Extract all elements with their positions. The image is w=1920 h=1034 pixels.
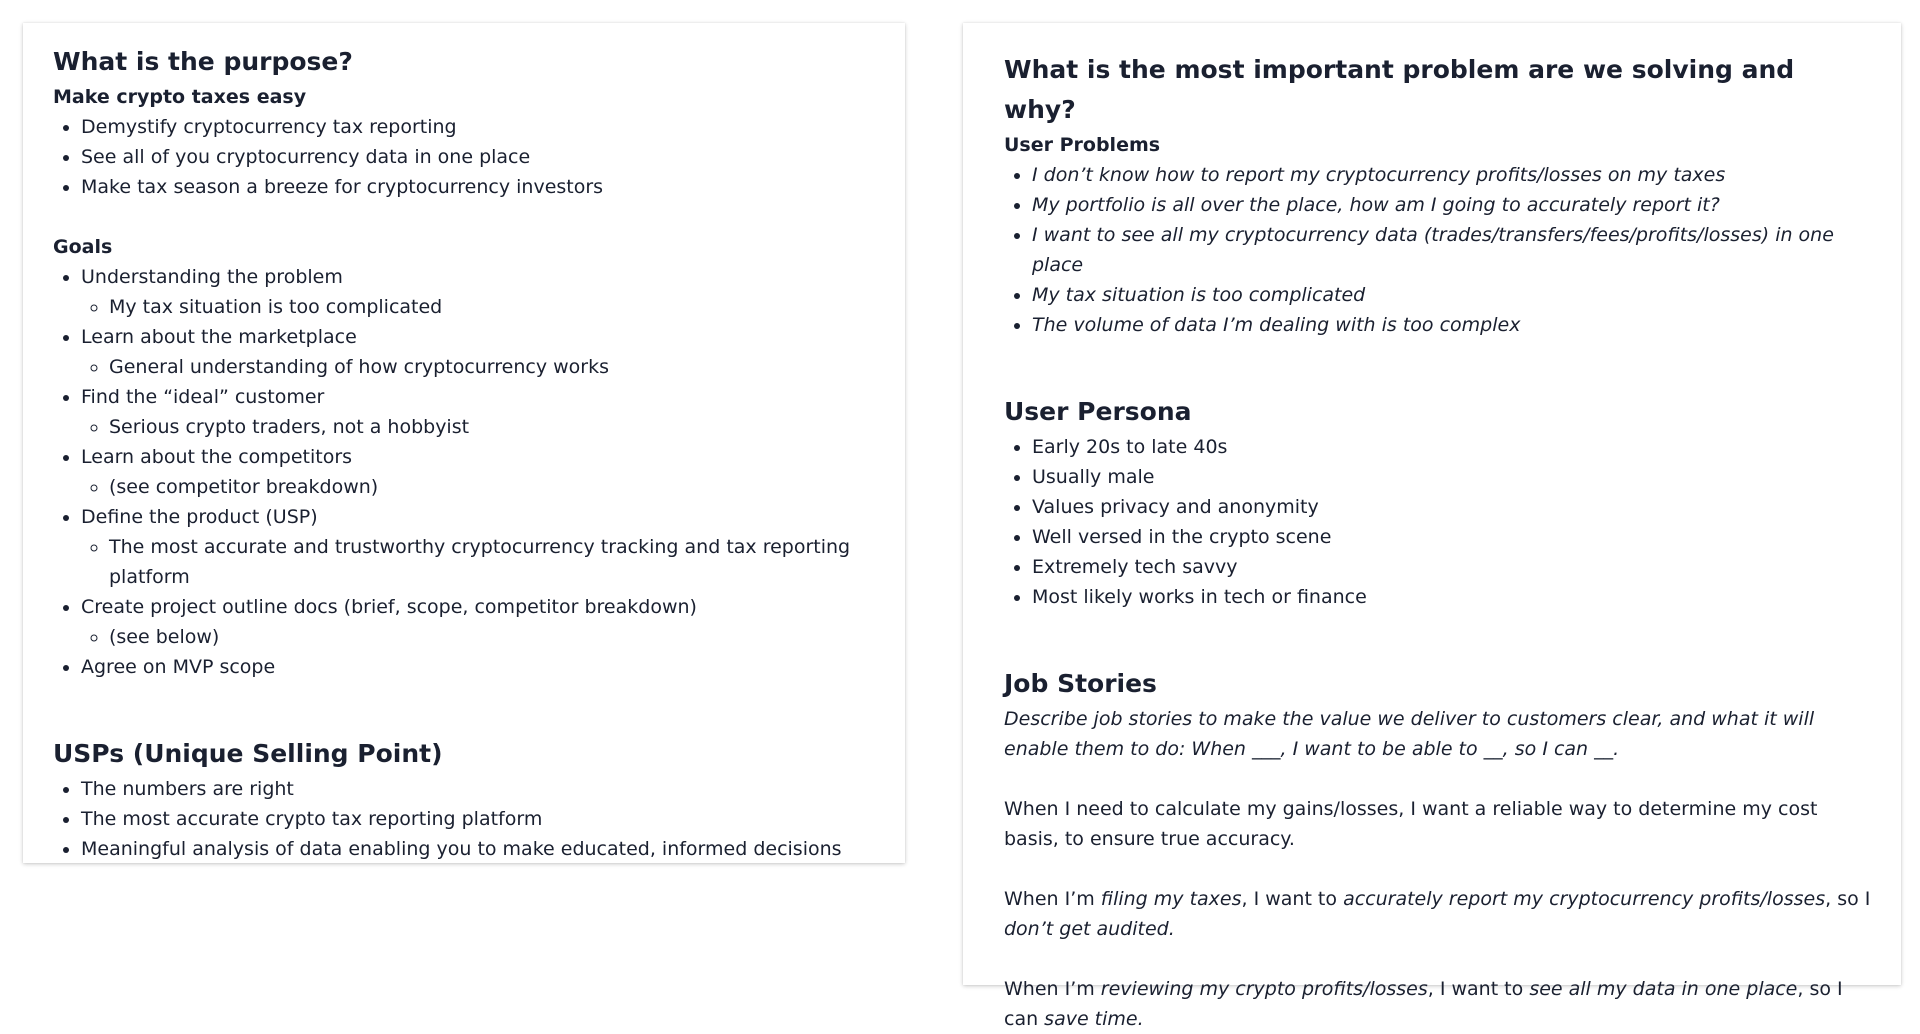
purpose-list (53, 112, 875, 202)
goal-item (81, 592, 875, 652)
list-item: • The numbers are right (81, 774, 875, 804)
purpose-subtitle: Make crypto taxes easy (53, 86, 307, 108)
goals-list (53, 262, 875, 682)
goal-item (81, 652, 875, 682)
goal-item (81, 382, 875, 442)
goal-label: Find the “ideal” customer (81, 386, 325, 408)
list-item: • Most likely works in tech or finance (1032, 582, 1871, 612)
goal-item (81, 322, 875, 382)
usps-heading: USPs (Unique Selling Point) (53, 739, 443, 768)
purpose-card (23, 23, 905, 863)
list-item: • Usually male (1032, 462, 1871, 492)
list-item: • Values privacy and anonymity (1032, 492, 1871, 522)
goal-subitem: ◦ (see competitor breakdown) (109, 472, 875, 502)
goal-label: Create project outline docs (brief, scope, competitor breakdown) (81, 596, 697, 618)
goal-label: Agree on MVP scope (81, 656, 276, 678)
list-item: • Demystify cryptocurrency tax reporting (81, 112, 875, 142)
job-story-1: When I need to calculate my gains/losses, I want a reliable way to determine my cost basis, to ensure true accuracy. (1004, 798, 1818, 850)
job-stories-intro: Describe job stories to make the value we deliver to customers clear, and what it will enable them to do: When ___, I want to be able to __, so I can __. (1004, 708, 1815, 760)
problem-heading: What is the most important problem are we solving and why? (1004, 55, 1795, 124)
purpose-heading: What is the purpose? (53, 47, 353, 76)
job-stories-heading: Job Stories (1004, 669, 1157, 698)
list-item: • My tax situation is too complicated (1032, 280, 1871, 310)
list-item: • Meaningful analysis of data enabling you to make educated, informed decisions (81, 834, 875, 864)
goals-heading: Goals (53, 236, 113, 258)
goal-item (81, 262, 875, 322)
job-story-2: When I’m filing my taxes, I want to accurately report my cryptocurrency profits/losses, so I don’t get audited. (1004, 888, 1871, 940)
user-problems-heading: User Problems (1004, 134, 1161, 156)
list-item: • Make tax season a breeze for cryptocurrency investors (81, 172, 875, 202)
goal-label: Define the product (USP) (81, 506, 318, 528)
goal-subitem: ◦ The most accurate and trustworthy cryptocurrency tracking and tax reporting platform (109, 532, 875, 592)
goal-subitem: ◦ General understanding of how cryptocurrency works (109, 352, 875, 382)
goal-subitem: ◦ (see below) (109, 622, 875, 652)
goal-label: Understanding the problem (81, 266, 343, 288)
list-item: • I want to see all my cryptocurrency data (trades/transfers/fees/profits/losses) in one place (1032, 220, 1871, 280)
problem-card (963, 23, 1901, 1030)
user-problems-list (1004, 160, 1871, 340)
list-item: • The most accurate crypto tax reporting platform (81, 804, 875, 834)
goal-label: Learn about the marketplace (81, 326, 357, 348)
usps-list (53, 774, 875, 864)
list-item: • Extremely tech savvy (1032, 552, 1871, 582)
goal-item (81, 502, 875, 592)
list-item: • The volume of data I’m dealing with is too complex (1032, 310, 1871, 340)
goal-subitem: ◦ My tax situation is too complicated (109, 292, 875, 322)
job-story-3: When I’m reviewing my crypto profits/losses, I want to see all my data in one place, so I can save time. (1004, 978, 1843, 1030)
user-persona-heading: User Persona (1004, 397, 1192, 426)
goal-label: Learn about the competitors (81, 446, 353, 468)
list-item: • See all of you cryptocurrency data in one place (81, 142, 875, 172)
user-persona-list (1004, 432, 1871, 612)
list-item: • My portfolio is all over the place, how am I going to accurately report it? (1032, 190, 1871, 220)
list-item: • Well versed in the crypto scene (1032, 522, 1871, 552)
goal-item (81, 442, 875, 502)
goal-subitem: ◦ Serious crypto traders, not a hobbyist (109, 412, 875, 442)
list-item: • Early 20s to late 40s (1032, 432, 1871, 462)
list-item: • I don’t know how to report my cryptocurrency profits/losses on my taxes (1032, 160, 1871, 190)
